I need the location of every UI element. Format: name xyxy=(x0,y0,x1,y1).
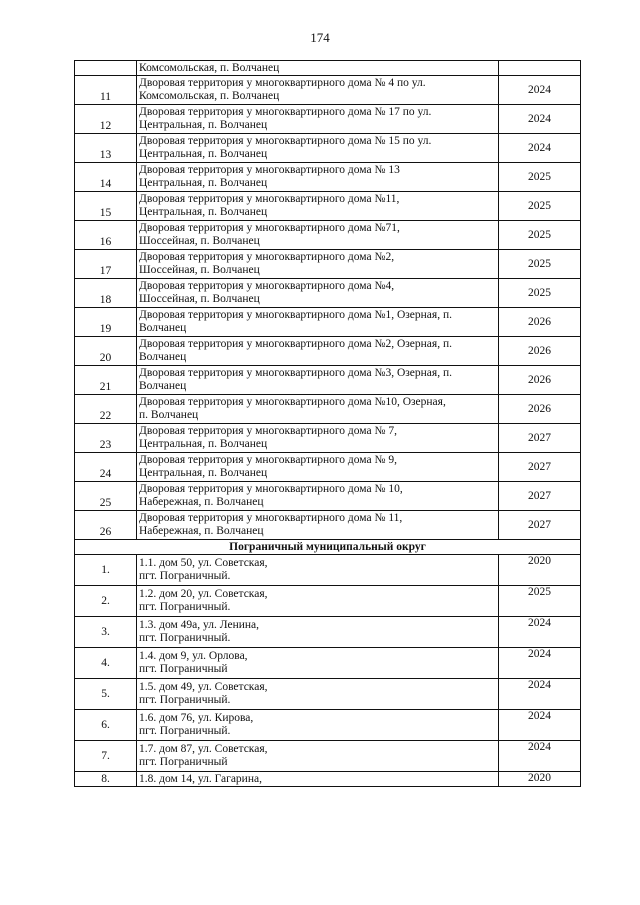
row-year: 2026 xyxy=(499,395,581,424)
section-title: Пограничный муниципальный округ xyxy=(75,540,581,555)
row-number-cell xyxy=(75,61,137,76)
row-number: 6. xyxy=(75,710,137,741)
table-row xyxy=(75,772,581,787)
table-row xyxy=(75,134,581,163)
row-number: 8. xyxy=(75,772,137,787)
table-row xyxy=(75,424,581,453)
row-number: 4. xyxy=(75,648,137,679)
table-row xyxy=(75,482,581,511)
row-year: 2025 xyxy=(499,279,581,308)
row-year: 2026 xyxy=(499,366,581,395)
row-description: Дворовая территория у многоквартирного дома № 4 по ул. Комсомольская, п. Волчанец xyxy=(137,76,499,105)
row-description: 1.6. дом 76, ул. Кирова, пгт. Пограничный. xyxy=(137,710,499,741)
table-row xyxy=(75,555,581,586)
row-number: 25 xyxy=(75,482,137,511)
row-year: 2024 xyxy=(499,617,581,648)
table-row xyxy=(75,308,581,337)
row-number: 14 xyxy=(75,163,137,192)
row-description: Дворовая территория у многоквартирного дома №3, Озерная, п. Волчанец xyxy=(137,366,499,395)
table-row xyxy=(75,279,581,308)
row-year: 2027 xyxy=(499,424,581,453)
row-description: Дворовая территория у многоквартирного дома № 11, Набережная, п. Волчанец xyxy=(137,511,499,540)
table-row xyxy=(75,453,581,482)
territory-table xyxy=(74,60,581,787)
row-number: 5. xyxy=(75,679,137,710)
row-number: 17 xyxy=(75,250,137,279)
row-number: 19 xyxy=(75,308,137,337)
row-description: Комсомольская, п. Волчанец xyxy=(137,61,499,76)
row-number: 12 xyxy=(75,105,137,134)
row-description: Дворовая территория у многоквартирного дома № 7, Центральная, п. Волчанец xyxy=(137,424,499,453)
section-header-row xyxy=(75,540,581,555)
table-row xyxy=(75,710,581,741)
table-row xyxy=(75,617,581,648)
row-description: Дворовая территория у многоквартирного дома №2, Озерная, п. Волчанец xyxy=(137,337,499,366)
row-year: 2025 xyxy=(499,163,581,192)
row-number: 16 xyxy=(75,221,137,250)
row-year: 2024 xyxy=(499,134,581,163)
row-year: 2024 xyxy=(499,679,581,710)
row-number: 7. xyxy=(75,741,137,772)
row-year: 2020 xyxy=(499,772,581,787)
row-year: 2025 xyxy=(499,221,581,250)
row-description: Дворовая территория у многоквартирного дома №71, Шоссейная, п. Волчанец xyxy=(137,221,499,250)
row-number: 24 xyxy=(75,453,137,482)
row-year: 2026 xyxy=(499,337,581,366)
table-row xyxy=(75,648,581,679)
row-year: 2027 xyxy=(499,511,581,540)
row-description: Дворовая территория у многоквартирного дома № 17 по ул. Центральная, п. Волчанец xyxy=(137,105,499,134)
row-description: Дворовая территория у многоквартирного дома № 10, Набережная, п. Волчанец xyxy=(137,482,499,511)
row-year xyxy=(499,61,581,76)
row-year: 2025 xyxy=(499,192,581,221)
table-row xyxy=(75,679,581,710)
table-row xyxy=(75,337,581,366)
row-number: 22 xyxy=(75,395,137,424)
row-year: 2025 xyxy=(499,586,581,617)
table-row xyxy=(75,192,581,221)
table-row-continuation xyxy=(75,61,581,76)
row-description: Дворовая территория у многоквартирного дома № 13 Центральная, п. Волчанец xyxy=(137,163,499,192)
row-description: Дворовая территория у многоквартирного дома №2, Шоссейная, п. Волчанец xyxy=(137,250,499,279)
row-year: 2024 xyxy=(499,710,581,741)
row-number: 20 xyxy=(75,337,137,366)
row-description: Дворовая территория у многоквартирного дома №10, Озерная, п. Волчанец xyxy=(137,395,499,424)
table-row xyxy=(75,250,581,279)
row-number: 26 xyxy=(75,511,137,540)
row-year: 2024 xyxy=(499,76,581,105)
table-row xyxy=(75,76,581,105)
row-year: 2025 xyxy=(499,250,581,279)
row-number: 2. xyxy=(75,586,137,617)
row-number: 18 xyxy=(75,279,137,308)
table-row xyxy=(75,511,581,540)
row-number: 15 xyxy=(75,192,137,221)
row-year: 2026 xyxy=(499,308,581,337)
row-description: Дворовая территория у многоквартирного дома №4, Шоссейная, п. Волчанец xyxy=(137,279,499,308)
row-description: 1.1. дом 50, ул. Советская, пгт. Пограничный. xyxy=(137,555,499,586)
row-description: Дворовая территория у многоквартирного дома №11, Центральная, п. Волчанец xyxy=(137,192,499,221)
table-row xyxy=(75,395,581,424)
table-row xyxy=(75,586,581,617)
table-row xyxy=(75,741,581,772)
row-year: 2024 xyxy=(499,648,581,679)
row-number: 11 xyxy=(75,76,137,105)
row-description: 1.3. дом 49а, ул. Ленина, пгт. Пограничный. xyxy=(137,617,499,648)
row-number: 23 xyxy=(75,424,137,453)
row-description: 1.7. дом 87, ул. Советская, пгт. Пограничный xyxy=(137,741,499,772)
row-year: 2027 xyxy=(499,453,581,482)
row-description: 1.4. дом 9, ул. Орлова, пгт. Пограничный xyxy=(137,648,499,679)
row-number: 1. xyxy=(75,555,137,586)
table-row xyxy=(75,366,581,395)
row-description: 1.8. дом 14, ул. Гагарина, xyxy=(137,772,499,787)
row-number: 21 xyxy=(75,366,137,395)
table-row xyxy=(75,105,581,134)
table-row xyxy=(75,163,581,192)
row-number: 13 xyxy=(75,134,137,163)
row-year: 2024 xyxy=(499,105,581,134)
row-description: 1.5. дом 49, ул. Советская, пгт. Пограничный. xyxy=(137,679,499,710)
row-description: 1.2. дом 20, ул. Советская, пгт. Пограничный. xyxy=(137,586,499,617)
page-number: 174 xyxy=(310,30,330,45)
row-description: Дворовая территория у многоквартирного дома №1, Озерная, п. Волчанец xyxy=(137,308,499,337)
row-description: Дворовая территория у многоквартирного дома № 15 по ул. Центральная, п. Волчанец xyxy=(137,134,499,163)
row-year: 2020 xyxy=(499,555,581,586)
table-row xyxy=(75,221,581,250)
table-body xyxy=(75,61,581,787)
row-description: Дворовая территория у многоквартирного дома № 9, Центральная, п. Волчанец xyxy=(137,453,499,482)
row-year: 2024 xyxy=(499,741,581,772)
row-year: 2027 xyxy=(499,482,581,511)
row-number: 3. xyxy=(75,617,137,648)
